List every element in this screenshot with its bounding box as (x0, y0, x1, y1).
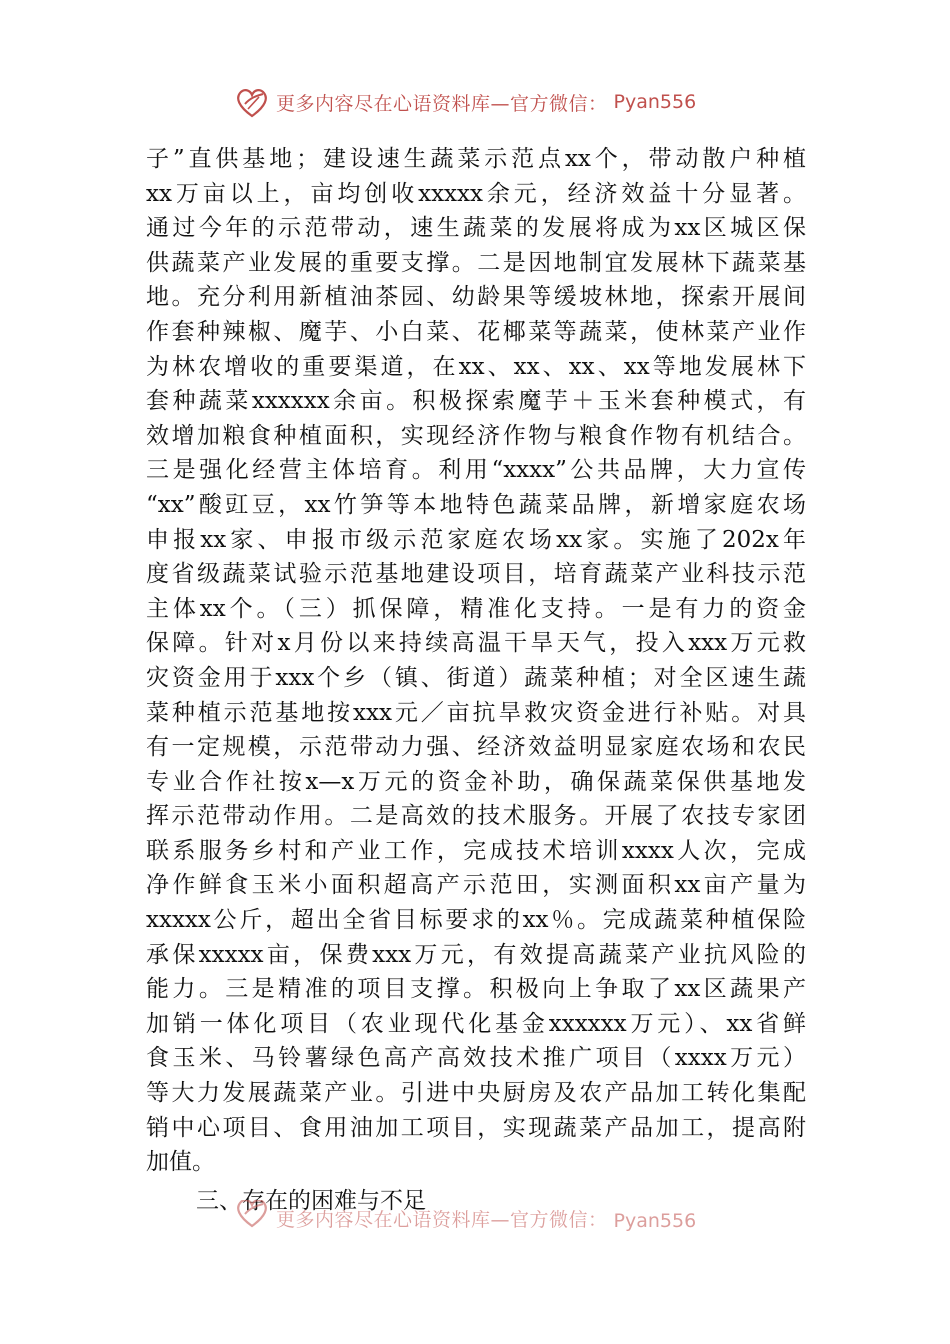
text-line: 套种蔬菜xxxxxx余亩。积极探索魔芋＋玉米套种模式，有 (146, 388, 806, 415)
text-line: 主体xx个。（三）抓保障，精准化支持。一是有力的资金 (146, 595, 806, 622)
text-line: 有一定规模，示范带动力强、经济效益明显家庭农场和农民 (146, 734, 806, 761)
text-line: 销中心项目、食用油加工项目，实现蔬菜产品加工，提高附 (146, 1114, 806, 1141)
text-line: 挥示范带动作用。二是高效的技术服务。开展了农技专家团 (146, 803, 806, 830)
text-line: 供蔬菜产业发展的重要支撑。二是因地制宜发展林下蔬菜基 (146, 249, 806, 276)
watermark-footer (232, 1200, 752, 1232)
body-paragraph (146, 142, 806, 1180)
text-line: 为林农增收的重要渠道，在xx、xx、xx、xx等地发展林下 (146, 353, 806, 380)
text-line: 保障。针对x月份以来持续高温干旱天气，投入xxx万元救 (146, 630, 806, 657)
text-line: 度省级蔬菜试验示范基地建设项目，培育蔬菜产业科技示范 (146, 561, 806, 588)
text-line: 三是强化经营主体培育。利用“xxxx”公共品牌，大力宣传 (146, 457, 806, 484)
watermark-text: 更多内容尽在心语资料库—官方微信： (276, 1209, 608, 1231)
text-line: 效增加粮食种植面积，实现经济作物与粮食作物有机结合。 (146, 422, 806, 449)
text-line: 加销一体化项目（农业现代化基金xxxxxx万元）、xx省鲜 (146, 1010, 806, 1037)
text-line: 加值。 (146, 1149, 215, 1176)
text-line: 子”直供基地；建设速生蔬菜示范点xx个，带动散户种植 (146, 146, 806, 172)
heart-logo-icon (232, 82, 272, 122)
watermark-text: 更多内容尽在心语资料库—官方微信： (276, 92, 608, 115)
text-line: 菜种植示范基地按xxx元／亩抗旱救灾资金进行补贴。对具 (146, 699, 806, 726)
watermark-contact: Pyan556 (613, 1210, 697, 1232)
watermark-contact: Pyan556 (613, 91, 697, 113)
text-line: 等大力发展蔬菜产业。引进中央厨房及农产品加工转化集配 (146, 1080, 806, 1107)
text-line: 灾资金用于xxx个乡（镇、街道）蔬菜种植；对全区速生蔬 (146, 664, 806, 691)
text-line: 承保xxxxx亩，保费xxx万元，有效提高蔬菜产业抗风险的 (146, 941, 806, 968)
section-heading: 三、存在的困难与不足 (196, 1188, 426, 1214)
text-line: 净作鲜食玉米小面积超高产示范田，实测面积xx亩产量为 (146, 872, 806, 899)
heart-logo-icon (232, 1200, 272, 1232)
text-line: 专业合作社按x—x万元的资金补助，确保蔬菜保供基地发 (146, 768, 806, 795)
text-line: 地。充分利用新植油茶园、幼龄果等缓坡林地，探索开展间 (146, 284, 806, 311)
text-line: xxxxx公斤，超出全省目标要求的xx％。完成蔬菜种植保险 (146, 907, 806, 934)
text-line: 联系服务乡村和产业工作，完成技术培训xxxx人次，完成 (146, 837, 806, 864)
text-line: xx万亩以上，亩均创收xxxxx余元，经济效益十分显著。 (146, 180, 806, 207)
text-line: 通过今年的示范带动，速生蔬菜的发展将成为xx区城区保 (146, 215, 806, 242)
text-line: “xx”酸豇豆，xx竹笋等本地特色蔬菜品牌，新增家庭农场 (146, 491, 806, 518)
text-line: 食玉米、马铃薯绿色高产高效技术推广项目（xxxx万元） (146, 1045, 806, 1072)
watermark-header (232, 82, 752, 122)
text-line: 申报xx家、申报市级示范家庭农场xx家。实施了202x年 (146, 526, 806, 553)
text-line: 作套种辣椒、魔芋、小白菜、花椰菜等蔬菜，使林菜产业作 (146, 318, 806, 345)
text-line: 能力。三是精准的项目支撑。积极向上争取了xx区蔬果产 (146, 976, 806, 1003)
